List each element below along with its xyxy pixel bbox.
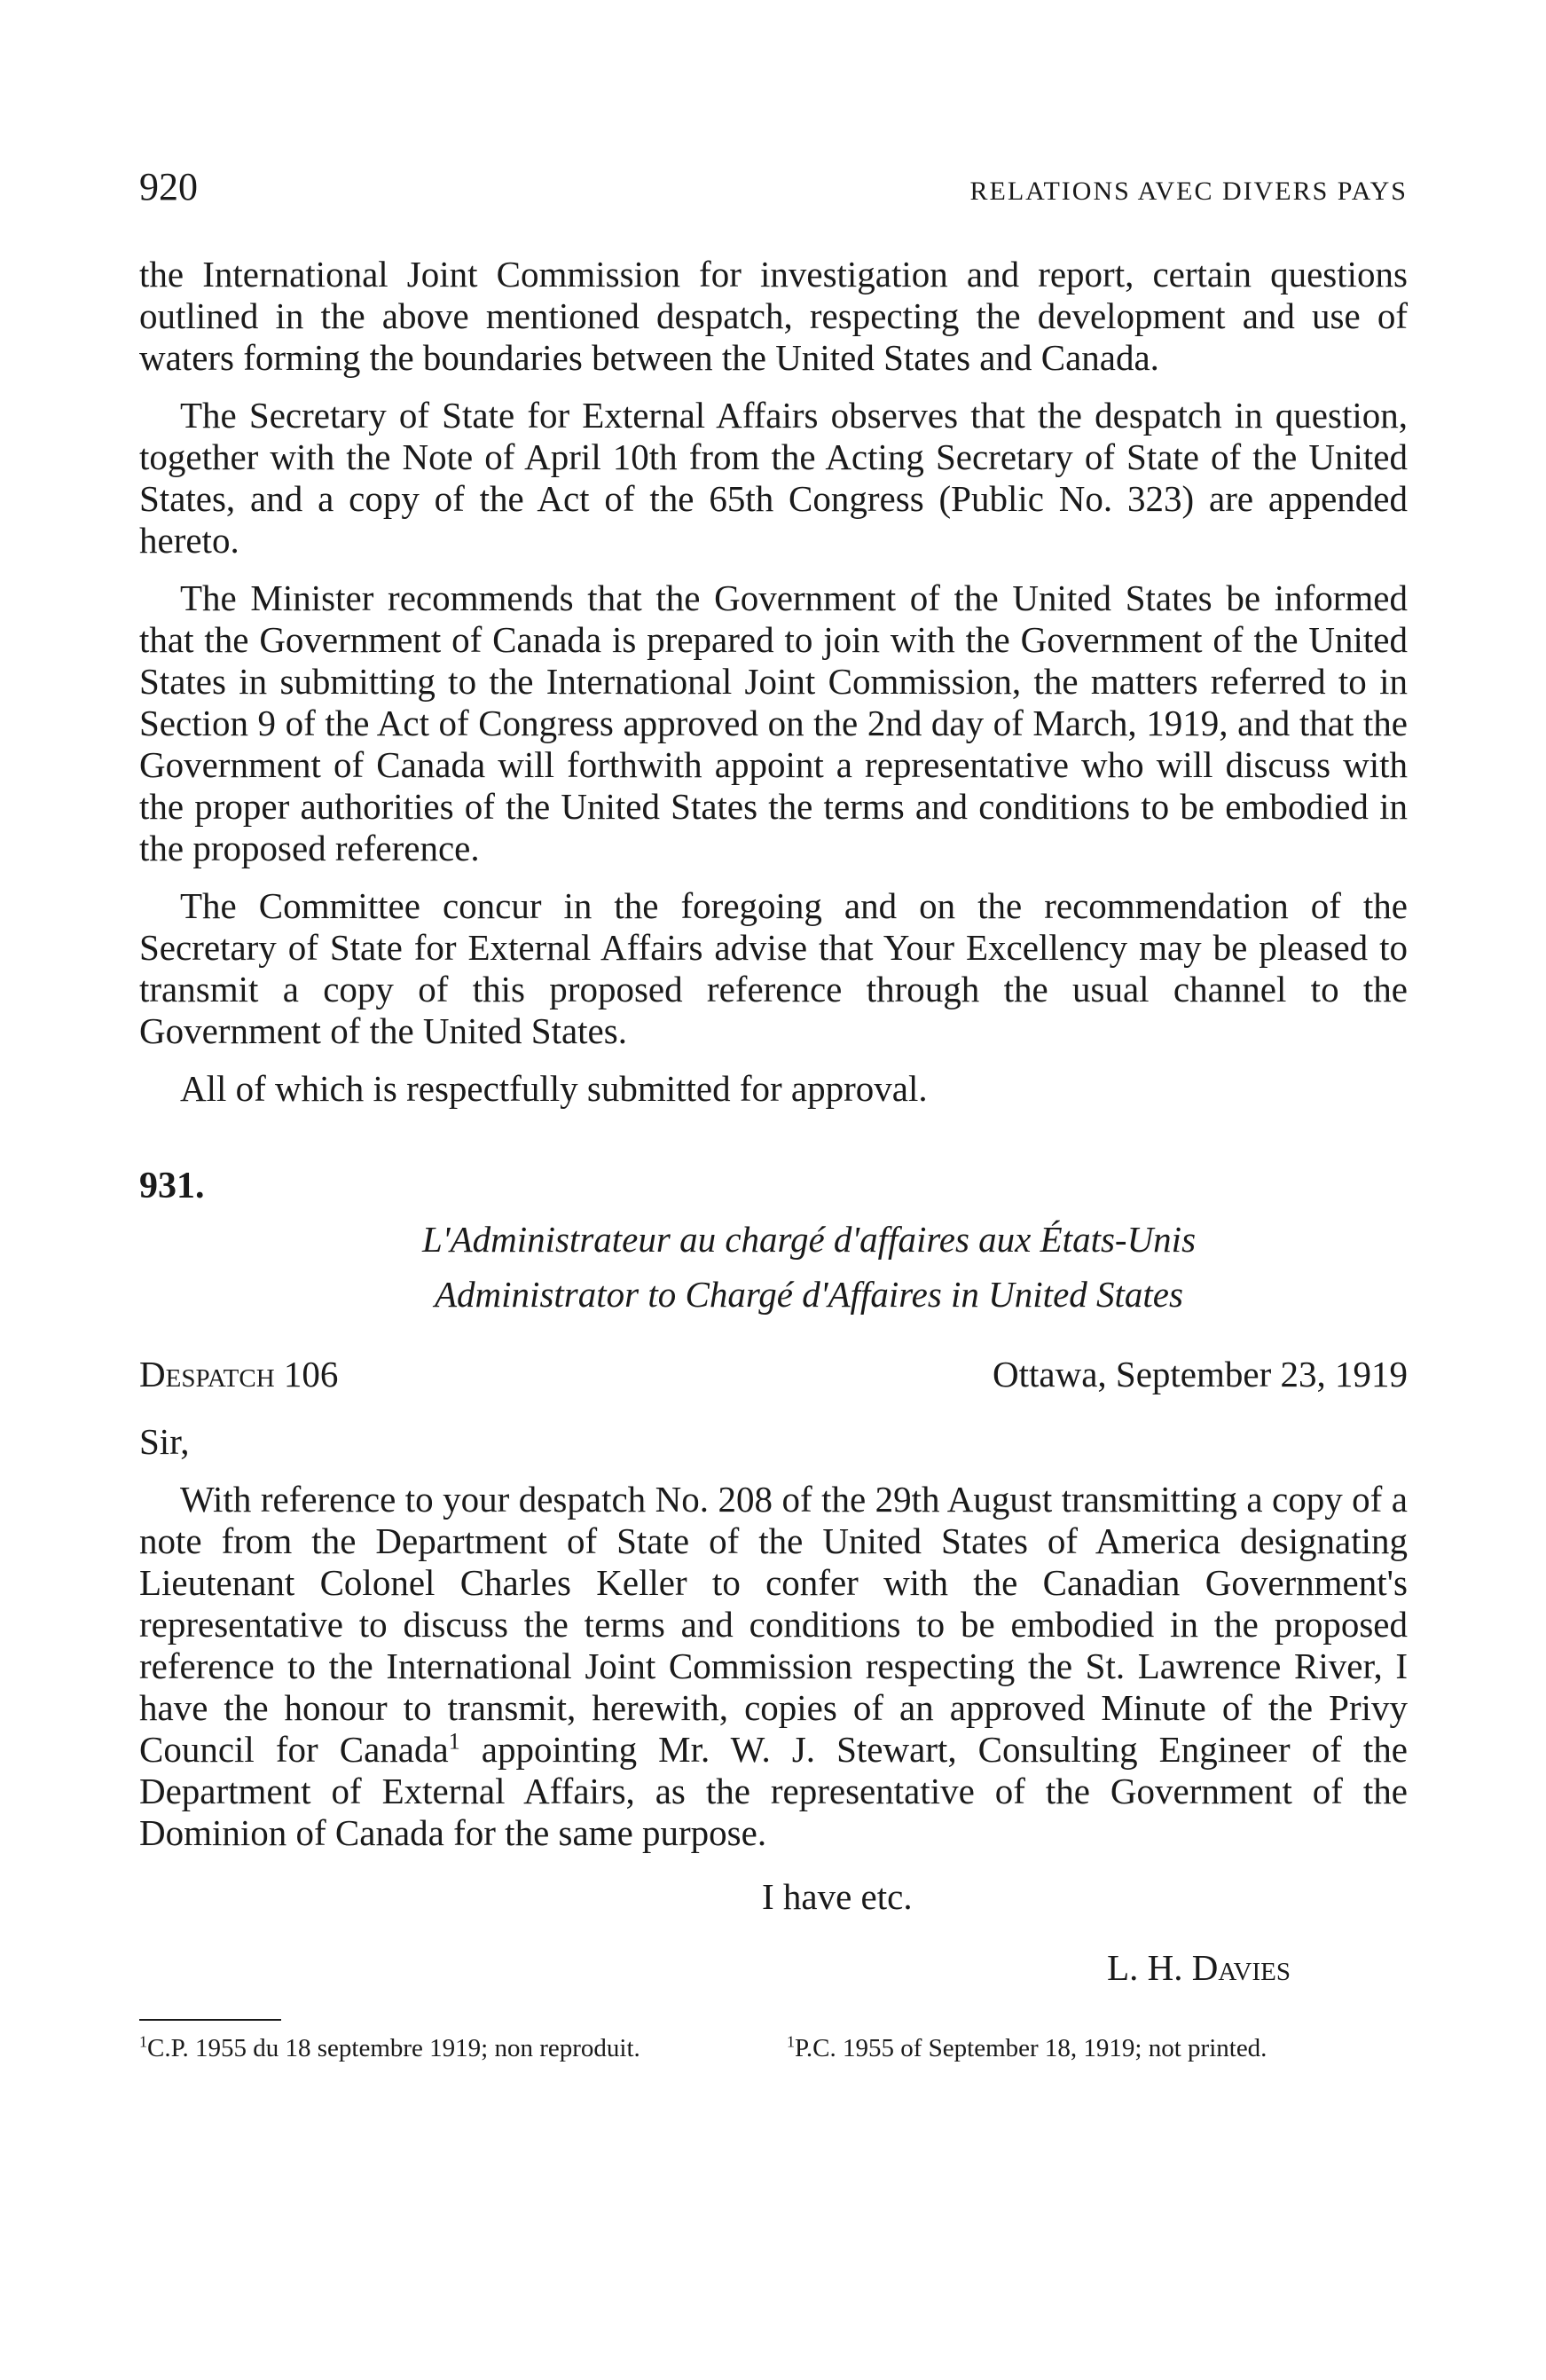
footnote-marker-fr: 1 xyxy=(139,2032,147,2051)
paragraph-minister-recommends: The Minister recommends that the Government of the United States be informed that the Government of Canada is prepared to join with the Government of the United States in submitting to the International Joint Commission, the matters referred to in Section 9 of the Act of Congress approved on the 2nd day of March, 1919, and that the Government of Canada will forthwith appoint a representative who will discuss with the proper authorities of the United States the terms and conditions to be embodied in the proposed reference. xyxy=(139,577,1408,868)
despatch-number: Despatch 106 xyxy=(139,1354,339,1394)
running-header xyxy=(139,164,1408,209)
footnote-reference: 1 xyxy=(448,1728,460,1755)
footnote-text-fr: C.P. 1955 du 18 septembre 1919; non reproduit. xyxy=(147,2034,640,2062)
footnote-marker-en: 1 xyxy=(787,2032,795,2051)
despatch-body-text: With reference to your despatch No. 208 of the 29th August transmitting a copy of a note from the Department of State of the United States of America designating Lieutenant Colonel Charles Keller to confer with the Canadian Government's representative to discuss the terms and conditions to be embodied in the proposed reference to the International Joint Commission respecting the St. Lawrence River, I have the honour to transmit, herewith, copies of an approved Minute of the Privy Council for Canada xyxy=(139,1479,1408,1770)
salutation: Sir, xyxy=(139,1421,190,1462)
footnote-rule xyxy=(139,2019,281,2021)
paragraph-continuation: the International Joint Commission for investigation and report, certain questions outlined in the above mentioned despatch, respecting the development and use of waters forming the boundaries between the United States and Canada. xyxy=(139,254,1408,378)
document-heading-english: Administrator to Chargé d'Affaires in United States xyxy=(435,1274,1183,1315)
paragraph-secretary-observes: The Secretary of State for External Affairs observes that the despatch in question, together with the Note of April 10th from the Acting Secretary of State of the United States, and a copy of the Act of the 65th Congress (Public No. 323) are appended hereto. xyxy=(139,395,1408,561)
paragraph-submitted-for-approval: All of which is respectfully submitted for approval. xyxy=(180,1068,928,1109)
closing: I have etc. xyxy=(762,1876,913,1917)
signature: L. H. Davies xyxy=(1107,1947,1291,1988)
despatch-body-text-end: appointing Mr. W. J. Stewart, Consulting Engineer of the Department of External Affairs, as the representative of the Government of the Dominion of Canada for the same purpose. xyxy=(139,1729,1408,1853)
document-number: 931. xyxy=(139,1166,205,1206)
document-heading-french: L'Administrateur au chargé d'affaires aux États-Unis xyxy=(421,1219,1197,1260)
footnote-french xyxy=(139,2033,760,2063)
page-number: 920 xyxy=(139,165,198,208)
document-page xyxy=(139,164,1408,2063)
footnote-text-en: P.C. 1955 of September 18, 1919; not printed. xyxy=(795,2034,1267,2062)
paragraph-committee-concur: The Committee concur in the foregoing and on the recommendation of the Secretary of State for External Affairs advise that Your Excellency may be pleased to transmit a copy of this proposed reference through the usual channel to the Government of the United States. xyxy=(139,885,1408,1051)
place-date: Ottawa, September 23, 1919 xyxy=(993,1354,1408,1394)
despatch-line xyxy=(139,1353,1408,1395)
running-title: RELATIONS AVEC DIVERS PAYS xyxy=(969,177,1408,206)
footnote-english xyxy=(787,2033,1408,2063)
footnotes xyxy=(139,2033,1408,2063)
despatch-body xyxy=(139,1479,1408,1854)
